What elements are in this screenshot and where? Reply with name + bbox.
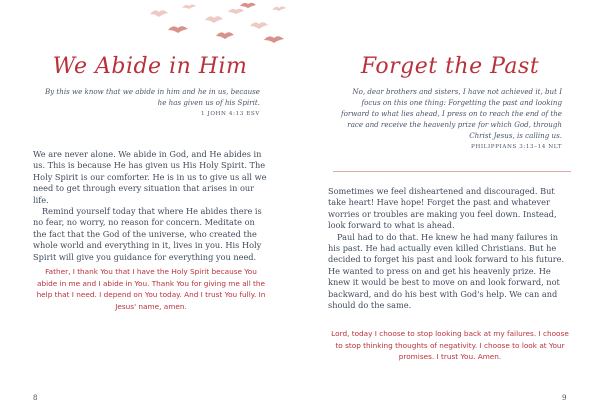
scripture-quote: [44, 86, 260, 120]
page-title: Forget the Past: [360, 54, 540, 79]
scripture-text: By this we know that we abide in him and he in us, because he has given us of his Spirit.: [44, 87, 260, 107]
body-paragraph: Sometimes we feel disheartened and discouraged. But take heart! Have hope! Forget the past and whatever worries or troubles are making you feel down. Instead, look forward to what is ahead.: [328, 186, 557, 231]
body-paragraph: Remind yourself today that where He abides there is no fear, no worry, no reason for concern. Meditate on the fact that the God of the universe, who created the whole world and everything in it, lives in you. His Holy Spirit will give you guidance for everything you need.: [33, 206, 262, 262]
page-number: 9: [562, 394, 567, 402]
prayer-text: Lord, today I choose to stop looking back at my failures. I choose to stop thinking thoughts of negativity. I choose to look at Your promises. I trust You. Amen.: [331, 329, 569, 361]
scripture-reference: 1 JOHN 4:13 ESV: [200, 111, 260, 117]
body-paragraph: We are never alone. We abide in God, and He abides in us. This is because He has given us His Holy Spirit. The Holy Spirit is our comforter. He is in us to give us all we need to get through every situation that arises in our life.: [33, 149, 267, 205]
section-divider: [333, 171, 571, 172]
page-number: 8: [33, 394, 38, 402]
scripture-text: No, dear brothers and sisters, I have not achieved it, but I focus on this one thing: Forgetting the past and looking forward to what lies ahead, I press on to reach the end of the race and receive the heavenly prize for which God, through Christ Jesus, is calling us.: [340, 87, 562, 140]
scripture-reference: PHILIPPIANS 3:13–14 NLT: [471, 144, 562, 150]
page-title: We Abide in Him: [52, 54, 248, 79]
body-paragraph: Paul had to do that. He knew he had many failures in his past. He had actually even killed Christians. But he decided to forget his past and look forward to his future. He wanted to press on and get his heavenly prize. He knew it would be best to move on and look forward, not backward, and do his best with God's help. We can and should do the same.: [328, 231, 565, 311]
prayer-text: Father, I thank You that I have the Holy Spirit because You abide in me and I abide in You. Thank You for giving me all the help that I need. I depend on You today. And I trust You fully. In Jesus' name, amen.: [36, 267, 266, 311]
devotional-body: [33, 149, 269, 263]
